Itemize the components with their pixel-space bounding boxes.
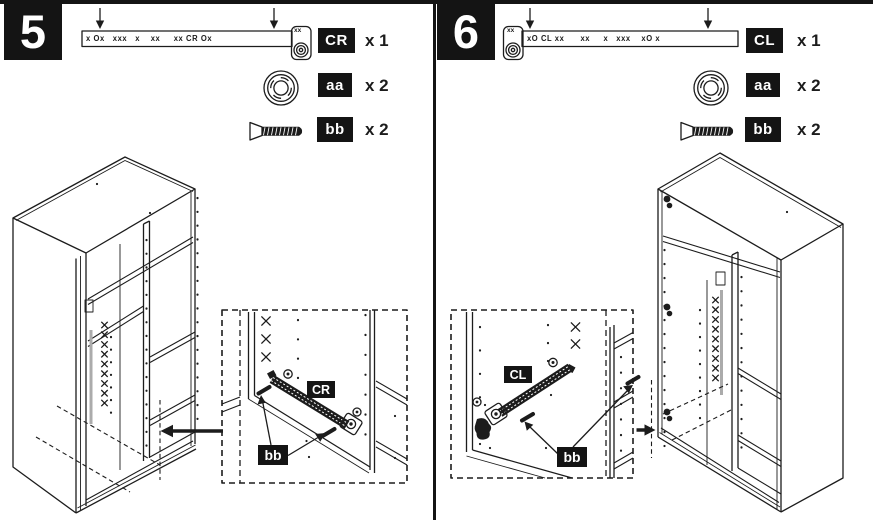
- rail-markings: x Ox xxx x xx xx CR Ox: [86, 33, 213, 43]
- detail-rail-label: [307, 381, 335, 398]
- screw-icon: [259, 387, 270, 394]
- part-label-text: CR: [325, 32, 348, 49]
- part-count: x 1: [797, 31, 821, 50]
- detail-hardware-label: [557, 447, 587, 467]
- part-count: x 2: [365, 120, 389, 139]
- part-count: x 1: [365, 31, 389, 50]
- cam-lock-icon: [294, 43, 308, 57]
- part-count: x 2: [365, 76, 389, 95]
- part-label-text: bb: [753, 121, 773, 138]
- part-label-text: aa: [326, 76, 344, 94]
- part-count: x 2: [797, 76, 821, 95]
- down-arrow-icon: [270, 8, 278, 29]
- right-arrow-icon: [637, 424, 656, 435]
- part-label-bb: [317, 117, 353, 142]
- detail-rail-label: [504, 366, 532, 383]
- part-label-text: CL: [754, 32, 775, 49]
- part-count: x 2: [797, 120, 821, 139]
- detail-view: [451, 310, 639, 478]
- rail-cap-markings: xx: [507, 27, 515, 34]
- detail-rail-label-text: CR: [311, 382, 331, 397]
- panel-divider: [433, 0, 436, 520]
- wardrobe-illustration: [13, 157, 198, 513]
- screw-icon: [628, 377, 639, 384]
- step-number-label: 6: [452, 5, 480, 58]
- cam-hole-marks: [571, 322, 580, 348]
- down-arrow-icon: [704, 8, 712, 29]
- part-label-bb: [745, 117, 781, 142]
- cam-hole-marks: [712, 297, 718, 381]
- cam-lock-icon: [506, 43, 520, 57]
- detail-hardware-label-text: bb: [563, 449, 581, 465]
- step-number-label: 5: [19, 5, 47, 58]
- detail-hardware-label-text: bb: [264, 447, 282, 463]
- part-label-aa: [746, 73, 780, 97]
- hinge-part: [475, 418, 491, 439]
- cam-lock-icon: [694, 71, 728, 105]
- screw-icon: [324, 429, 335, 436]
- detail-hardware-label: [258, 445, 288, 465]
- cam-hole-marks: [261, 316, 270, 361]
- left-arrow-icon: [161, 425, 224, 437]
- screw-icon: [250, 123, 302, 141]
- rail-cr-part: [267, 370, 363, 436]
- down-arrow-icon: [96, 8, 104, 29]
- down-arrow-icon: [526, 8, 534, 29]
- step-number-6: [437, 3, 495, 60]
- detail-rail-label-text: CL: [509, 367, 527, 382]
- part-label-cr: [318, 28, 355, 53]
- hinge-part: [664, 196, 673, 422]
- screw-icon: [522, 414, 533, 421]
- rail-markings: xO CL xx xx x xxx xO x: [527, 33, 661, 43]
- screw-icon: [681, 123, 733, 141]
- part-label-text: bb: [325, 121, 345, 138]
- part-label-text: aa: [754, 76, 772, 94]
- part-label-aa: [318, 73, 352, 97]
- step-number-5: [4, 3, 62, 60]
- wardrobe-illustration: [652, 153, 844, 512]
- part-label-cl: [746, 28, 783, 53]
- cam-lock-icon: [264, 71, 298, 105]
- rail-cap-markings: xx: [294, 27, 302, 34]
